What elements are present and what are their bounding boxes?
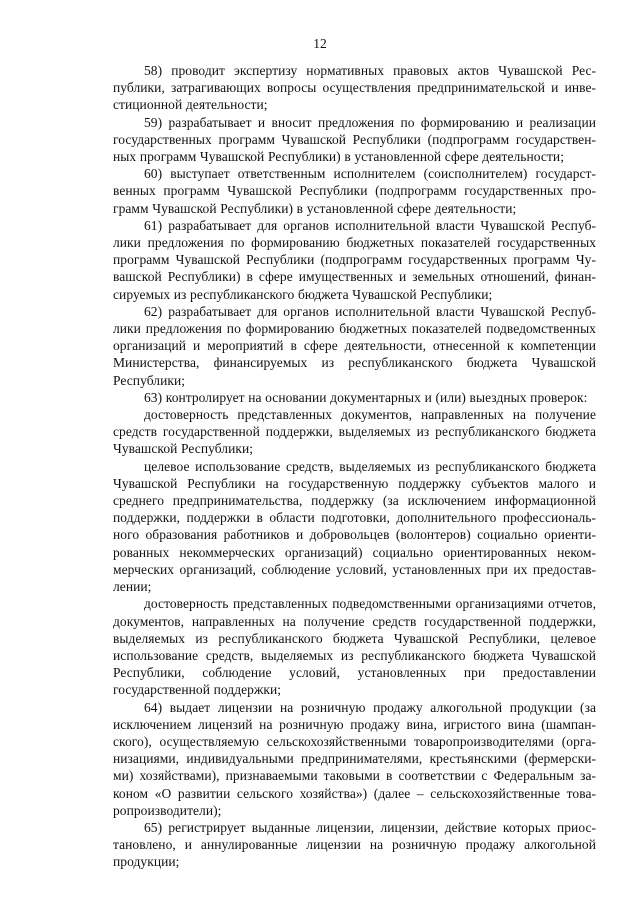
paragraph-65: 65) регистрирует выданные лицензии, лицензии, действие которых приостановлено, и аннулированные лицензии на розничную продажу алкогольной продукции; [113,819,596,870]
paragraph-59: 59) разрабатывает и вносит предложения по формированию и реализации государственных программ Чувашской Республики (подпрограмм государственных программ Чувашской Республики) в установленной сфере деятельности; [113,114,596,165]
page-number: 12 [313,36,327,51]
paragraph-62: 62) разрабатывает для органов исполнительной власти Чувашской Республики предложения по формированию бюджетных показателей подведомственных организаций и мероприятий в сфере деятельности, отнесенной к компетенции Министерства, финансируемых из республиканского бюджета Чувашской Республики; [113,303,596,388]
paragraph-63-item-1: достоверность представленных документов, направленных на получение средств государственной поддержки, выделяемых из республиканского бюджета Чувашской Республики; [113,407,596,457]
paragraph-61: 61) разрабатывает для органов исполнительной власти Чувашской Республики предложения по формированию бюджетных показателей государственных программ Чувашской Республики (подпрограмм государственных программ Чувашской Республики) в сфере имущественных и земельных отношений, финансируемых из республиканского бюджета Чувашской Республики; [113,217,596,302]
paragraph-63-item-3: достоверность представленных подведомственными организациями отчетов, документов, направленных на получение средств государственной поддержки, выделяемых из республиканского бюджета Чувашской Республики, целевое использование средств, выделяемых из республиканского бюджета Чувашской Республики, соблюдение условий, установленных при предоставлении государственной поддержки; [113,596,596,698]
document-body [113,62,596,871]
paragraph-64: 64) выдает лицензии на розничную продажу алкогольной продукции (за исключением лицензий на розничную продажу вина, игристого вина (шампанского), осуществляемую сельскохозяйственными товаропроизводителями (организациями, индивидуальными предпринимателями, крестьянскими (фермерскими) хозяйствами), признаваемыми таковыми в соответствии с Федеральным законом «О развитии сельского хозяйства») (далее – сельскохозяйственные товаропроизводители); [113,699,596,818]
paragraph-63: 63) контролирует на основании документарных и (или) выездных проверок: [144,389,588,405]
paragraph-60: 60) выступает ответственным исполнителем (соисполнителем) государственных программ Чувашской Республики (подпрограмм государственных программ Чувашской Республики) в установленной сфере деятельности; [113,166,596,216]
paragraph-58: 58) проводит экспертизу нормативных правовых актов Чувашской Республики, затрагивающих вопросы осуществления предпринимательской и инвестиционной деятельности; [113,63,596,113]
paragraph-63-item-2: целевое использование средств, выделяемых из республиканского бюджета Чувашской Республики на государственную поддержку субъектов малого и среднего предпринимательства, поддержку (за исключением информационной поддержки, поддержки в области подготовки, дополнительного профессионального образования работников и добровольцев (волонтеров) социально ориентированных некоммерческих организаций) социально ориентированных некоммерческих организаций, соблюдение условий, установленных при их предоставлении; [113,458,596,595]
